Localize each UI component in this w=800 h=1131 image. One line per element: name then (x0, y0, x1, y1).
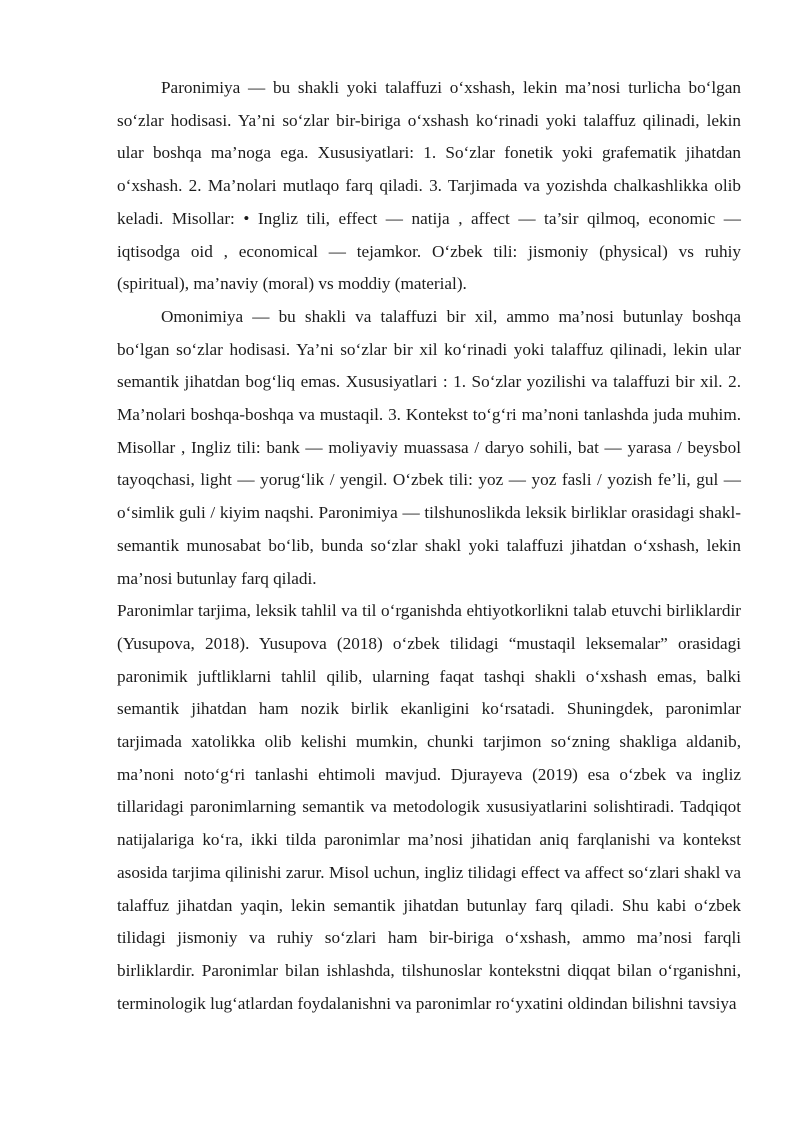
paragraph-paronimiya: Paronimiya — bu shakli yoki talaffuzi o‘xshash, lekin ma’nosi turlicha bo‘lgan so‘zlar hodisasi. Ya’ni so‘zlar bir-biriga o‘xshash ko‘rinadi yoki talaffuz qilinadi, lekin ular boshqa ma’noga ega. Xususiyatlari: 1. So‘zlar fonetik yoki grafematik jihatdan o‘xshash. 2. Ma’nolari mutlaqo farq qiladi. 3. Tarjimada va yozishda chalkashlikka olib keladi. Misollar: • Ingliz tili, effect — natija , affect — ta’sir qilmoq, economic — iqtisodga oid , economical — tejamkor. O‘zbek tili: jismoniy (physical) vs ruhiy (spiritual), ma’naviy (moral) vs moddiy (material). (117, 78, 741, 294)
document-page (117, 72, 741, 1020)
paragraph-omonimiya: Omonimiya — bu shakli va talaffuzi bir xil, ammo ma’nosi butunlay boshqa bo‘lgan so‘zlar hodisasi. Ya’ni so‘zlar bir xil ko‘rinadi yoki talaffuz qilinadi, lekin ular semantik jihatdan bog‘liq emas. Xususiyatlari : 1. So‘zlar yozilishi va talaffuzi bir xil. 2. Ma’nolari boshqa-boshqa va mustaqil. 3. Kontekst to‘g‘ri ma’noni tanlashda juda muhim. Misollar , Ingliz tili: bank — moliyaviy muassasa / daryo sohili, bat — yarasa / beysbol tayoqchasi, light — yorug‘lik / yengil. O‘zbek tili: yoz — yoz fasli / yozish fe’li, gul — o‘simlik guli / kiyim naqshi. Paronimiya — tilshunoslikda leksik birliklar orasidagi shakl-semantik munosabat bo‘lib, bunda so‘zlar shakl yoki talaffuzi jihatdan o‘xshash, lekin ma’nosi butunlay farq qiladi. (117, 306, 741, 588)
paragraph-paronimlar: Paronimlar tarjima, leksik tahlil va til o‘rganishda ehtiyotkorlikni talab etuvchi birliklardir (Yusupova, 2018). Yusupova (2018) o‘zbek tilidagi “mustaqil leksemalar” orasidagi paronimik juftliklarni tahlil qilib, ularning faqat tashqi shakli o‘xshash emas, balki semantik jihatdan ham nozik birlik ekanligini ko‘rsatadi. Shuningdek, paronimlar tarjimada xatolikka olib kelishi mumkin, chunki tarjimon so‘zning shakliga aldanib, ma’noni noto‘g‘ri tanlashi ehtimoli mavjud. Djurayeva (2019) esa o‘zbek va ingliz tillaridagi paronimlarning semantik va metodologik xususiyatlarini solishtiradi. Tadqiqot natijalariga ko‘ra, ikki tilda paronimlar ma’nosi jihatidan aniq farqlanishi va kontekst asosida tarjima qilinishi zarur. Misol uchun, ingliz tilidagi effect va affect so‘zlari shakl va talaffuz jihatdan yaqin, lekin semantik jihatdan butunlay farq qiladi. Shu kabi o‘zbek tilidagi jismoniy va ruhiy so‘zlari ham bir-biriga o‘xshash, ammo ma’nosi farqli birliklardir. Paronimlar bilan ishlashda, tilshunoslar kontekstni diqqat bilan o‘rganishni, terminologik lug‘atlardan foydalanishni va paronimlar ro‘yxatini oldindan bilishni tavsiya (117, 601, 741, 1013)
